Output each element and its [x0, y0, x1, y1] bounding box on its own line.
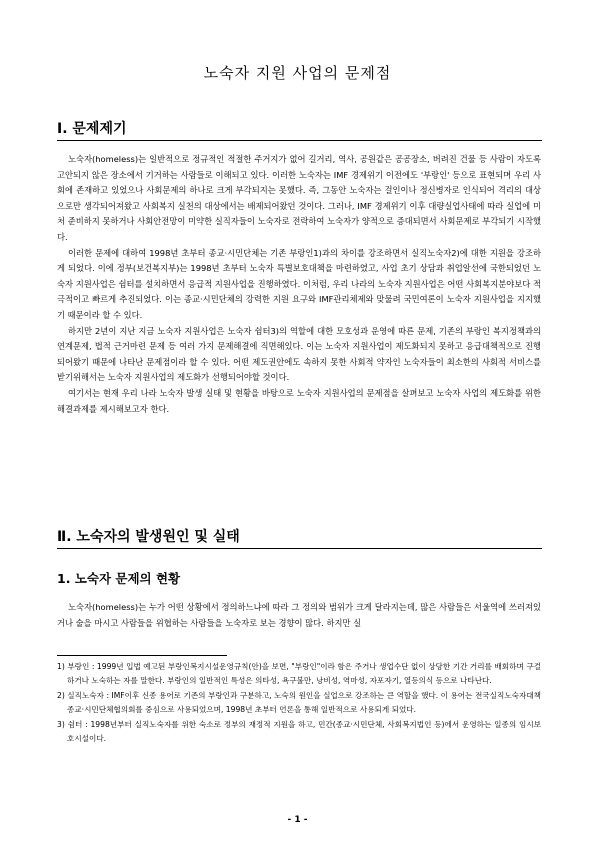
section-1-heading: [57, 118, 127, 138]
section-1-number: Ⅰ.: [57, 121, 68, 137]
footnote: 3) 쉼터 : 1998년부터 실직노숙자를 위한 숙소로 정부의 재정적 지원을 하고, 민간(종교·시민단체, 사회복지법인 등)에서 운영하는 일종의 임시보호시설이다.: [57, 719, 541, 744]
paragraph: 이러한 문제에 대하여 1998년 초부터 종교·시민단체는 기존 부랑인1)과의 차이를 강조하면서 실직노숙자2)에 대한 지원을 강조하게 되었다. 이에 정부(보건복지부)는 1998년 초부터 노숙자 특별보호대책을 마련하였고, 사업 초기 상담과 취업알선에 국한되었던 노숙자 지원사업은 쉼터를 설치하면서 응급적 지원사업을 진행하였다. 이처럼, 우리 나라의 노숙자 지원사업은 어떤 사회복지분야보다 적극적이고 빠르게 추진되었다. 이는 종교·시민단체의 강력한 지원 요구와 IMF관리체제와 맞물려 국민여론이 노숙자 지원사업을 지지했기 때문이라 할 수 있다.: [57, 247, 541, 320]
section-2-title: 노숙자의 발생원인 및 실태: [76, 529, 240, 545]
paragraph: 하지만 2년이 지난 지금 노숙자 지원사업은 노숙자 쉼터3)의 역할에 대한 모호성과 운영에 따른 문제, 기존의 부랑인 복지정책과의 연계문제, 법적 근거마련 문제 등 여러 가지 문제해결에 직면해있다. 이는 노숙자 지원사업이 제도화되지 못하고 응급대책적으로 진행되어왔기 때문에 나타난 문제점이라 할 수 있다. 어떤 제도권안에도 속하지 못한 사회적 약자인 노숙자들이 최소한의 사회적 서비스를 받기위해서는 노숙자 지원사업의 제도화가 선행되어야할 것이다.: [57, 325, 541, 383]
subsection-1-heading: 1. 노숙자 문제의 현황: [57, 571, 181, 586]
paragraph: 노숙자(homeless)는 누가 어떤 상황에서 정의하느냐에 따라 그 정의와 범위가 크게 달라지는데, 많은 사람들은 서울역에 쓰러져있거나 술을 마시고 사람들을 위협하는 사람들을 노숙자로 보는 경향이 많다. 하지만 실: [57, 602, 541, 628]
section-1-title: 문제제기: [72, 121, 127, 137]
document-title: 노숙자 지원 사업의 문제점: [203, 64, 392, 82]
subsection-1-body: [57, 600, 541, 631]
section-1-body: [57, 152, 541, 417]
page-number: - 1 -: [287, 815, 308, 825]
paragraph: 여기서는 현재 우리 나라 노숙자 발생 실태 및 현황을 바탕으로 노숙자 지원사업의 문제점을 살펴보고 노숙자 사업의 제도화를 위한 해결과제를 제시해보고자 한다.: [57, 387, 541, 414]
footnotes: [57, 660, 541, 746]
footnote: 2) 실직노숙자 : IMF이후 신종 용어로 기존의 부랑인과 구분하고, 노숙의 원인을 실업으로 강조하는 큰 역할을 했다. 이 용어는 전국실직노숙자대책 종교·시민단체협의회를 중심으로 사용되었으며, 1998년 초부터 언론을 통해 일반적으로 사용되게 되었다.: [57, 690, 541, 715]
section-1-underline: [57, 140, 542, 141]
section-2-number: Ⅱ.: [57, 529, 72, 545]
paragraph: 노숙자(homeless)는 일반적으로 정규적인 적절한 주거지가 없어 길거리, 역사, 공원같은 공공장소, 버려진 건물 등 사람이 자도록 고안되지 않은 장소에서 기거하는 사람들로 이해되고 있다. 이러한 노숙자는 IMF 경제위기 이전에도 '부랑인' 등으로 표현되며 우리 사회에 존재하고 있었으나 사회문제의 하나로 크게 부각되지는 못했다. 즉, 그동안 노숙자는 걸인이나 정신병자로 인식되어 격리의 대상으로만 생각되어져왔고 사회복지 실천의 대상에서는 배제되어왔던 것이다. 그러나, IMF 경제위기 이후 대량실업사태에 따라 실업에 미처 준비하지 못하거나 사회안전망이 미약한 실직자들이 노숙자로 전락하여 노숙자가 양적으로 증대되면서 사회문제로 부각되기 시작했다.: [57, 154, 541, 242]
footnote-divider: [57, 655, 227, 656]
section-2-underline: [57, 548, 542, 549]
section-2-heading: [57, 526, 240, 546]
footnote: 1) 부랑인 : 1999년 입법 예고된 부랑인복지시설운영규칙(안)을 보면, "부랑인"이라 함은 주거나 생업수단 없이 상당한 기간 거리를 배회하며 구걸하거나 노숙하는 자를 말한다. 부랑인의 일반적인 특성은 의타성, 욕구불만, 낭비성, 역마성, 자포자기, 열등의식 등으로 나타난다.: [57, 662, 541, 686]
